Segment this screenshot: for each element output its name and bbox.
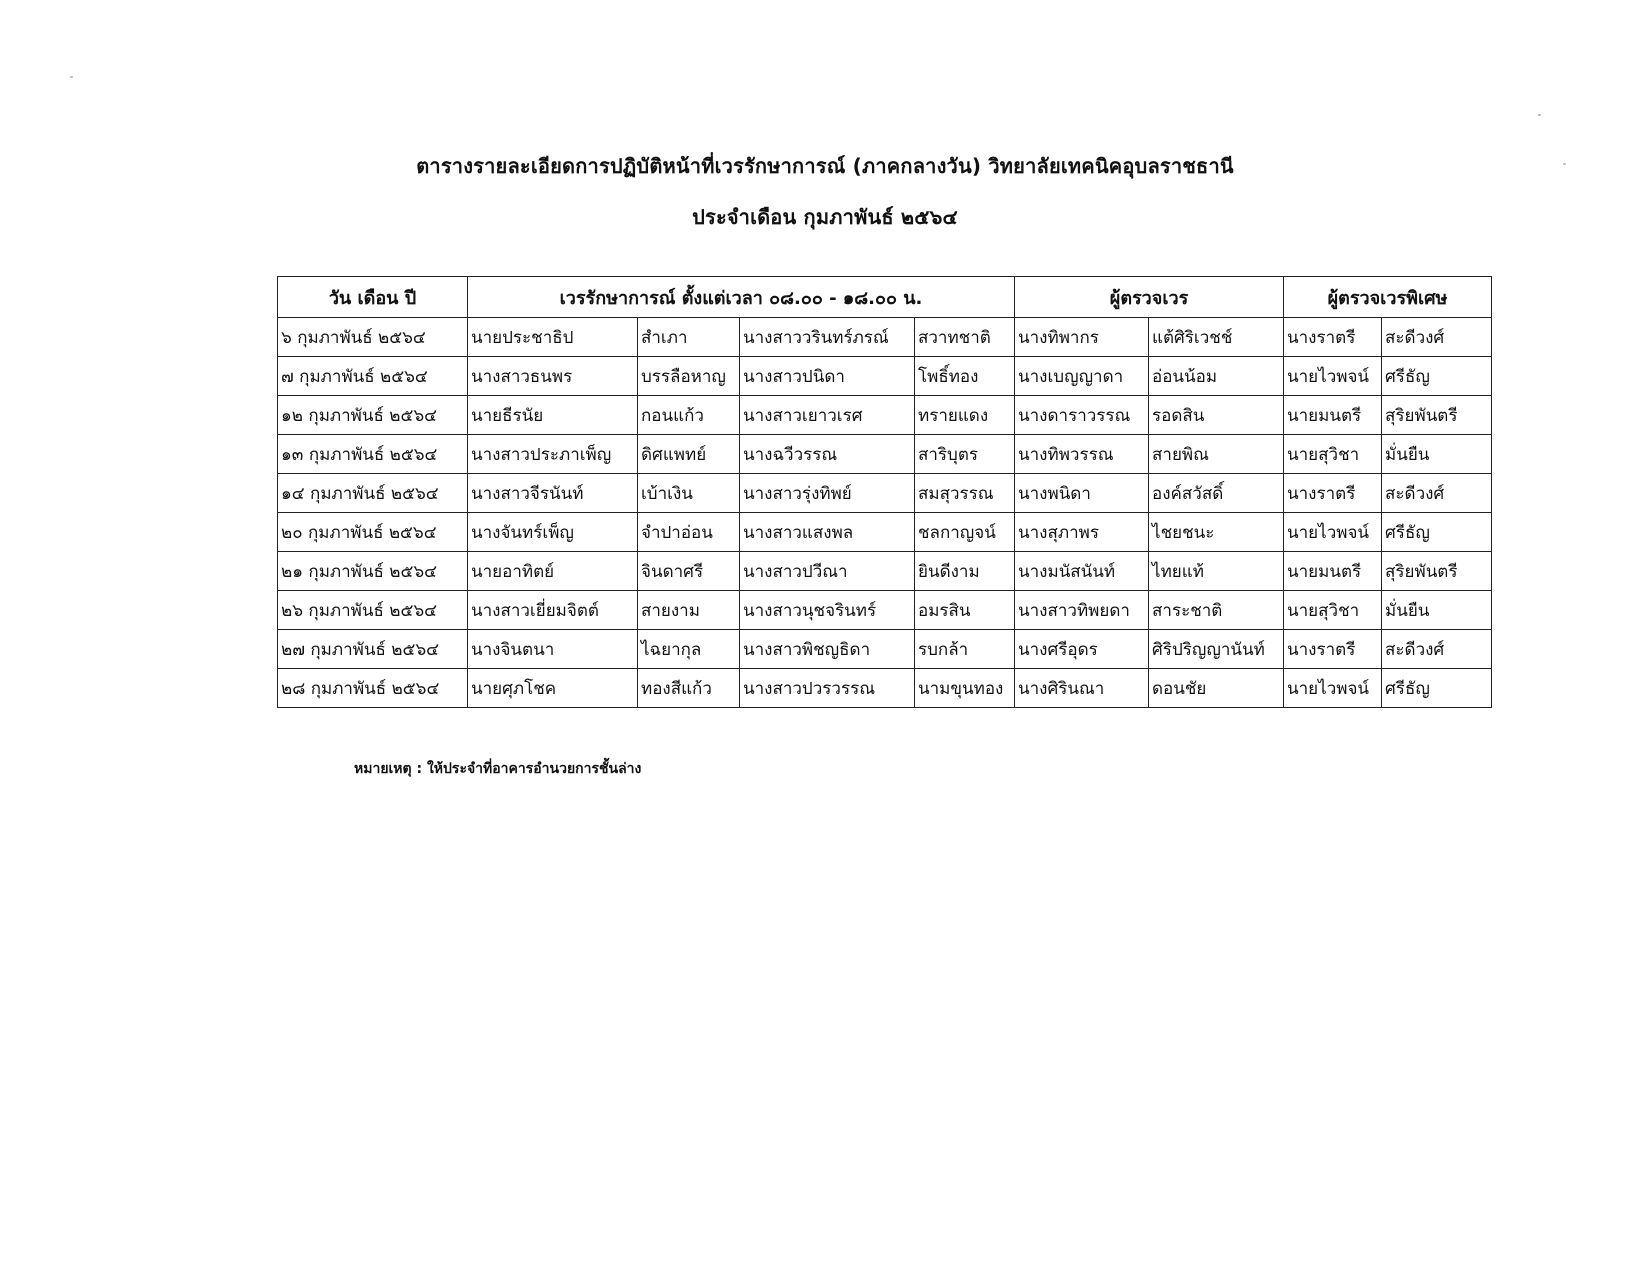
header-date: วัน เดือน ปี [278,277,468,318]
special-inspector-last-name: สุริยพันตรี [1382,552,1492,591]
inspector-first-name: นางมนัสนันท์ [1015,552,1149,591]
duty-schedule-table [277,276,1492,708]
scan-speck [70,76,73,78]
guard1-last-name: สำเภา [638,318,740,357]
page-title: ตารางรายละเอียดการปฏิบัติหน้าที่เวรรักษาการณ์ (ภาคกลางวัน) วิทยาลัยเทคนิคอุบลราชธานี [416,154,1234,178]
guard2-last-name: สมสุวรรณ [915,474,1015,513]
guard1-last-name: กอนแก้ว [638,396,740,435]
inspector-first-name: นางเบญญาดา [1015,357,1149,396]
inspector-first-name: นางศรีอุดร [1015,630,1149,669]
special-inspector-last-name: มั่นยืน [1382,591,1492,630]
guard2-last-name: ชลกาญจน์ [915,513,1015,552]
guard2-first-name: นางสาวปวรวรรณ [740,669,915,708]
guard1-first-name: นางจินตนา [468,630,638,669]
special-inspector-last-name: สะดีวงศ์ [1382,630,1492,669]
inspector-last-name: องค์สวัสดิ์ [1149,474,1284,513]
inspector-first-name: นางพนิดา [1015,474,1149,513]
guard1-last-name: ดิศแพทย์ [638,435,740,474]
inspector-first-name: นางสุภาพร [1015,513,1149,552]
table-row [278,357,1492,396]
guard1-last-name: จำปาอ่อน [638,513,740,552]
inspector-last-name: ศิริปริญญานันท์ [1149,630,1284,669]
guard1-last-name: ไฉยากุล [638,630,740,669]
guard1-first-name: นายธีรนัย [468,396,638,435]
inspector-last-name: ไชยชนะ [1149,513,1284,552]
guard2-last-name: รบกล้า [915,630,1015,669]
inspector-last-name: สาระชาติ [1149,591,1284,630]
table-row [278,552,1492,591]
special-inspector-last-name: สุริยพันตรี [1382,396,1492,435]
footnote: หมายเหตุ : ให้ประจำที่อาคารอำนวยการชั้นล่าง [354,761,642,777]
guard1-first-name: นางสาวประภาเพ็ญ [468,435,638,474]
inspector-last-name: รอดสิน [1149,396,1284,435]
guard2-first-name: นางสาวปวีณา [740,552,915,591]
inspector-last-name: ดอนชัย [1149,669,1284,708]
date-cell: ๒๘ กุมภาพันธ์ ๒๕๖๔ [278,669,468,708]
date-cell: ๒๑ กุมภาพันธ์ ๒๕๖๔ [278,552,468,591]
inspector-last-name: สายพิณ [1149,435,1284,474]
guard1-first-name: นายศุภโชค [468,669,638,708]
inspector-first-name: นางสาวทิพยดา [1015,591,1149,630]
guard2-last-name: โพธิ์ทอง [915,357,1015,396]
special-inspector-last-name: สะดีวงศ์ [1382,474,1492,513]
special-inspector-last-name: ศรีธัญ [1382,513,1492,552]
table-header-row [278,277,1492,318]
guard1-first-name: นางสาวจีรนันท์ [468,474,638,513]
guard1-first-name: นางสาวเยี่ยมจิตต์ [468,591,638,630]
special-inspector-last-name: ศรีธัญ [1382,357,1492,396]
date-cell: ๒๗ กุมภาพันธ์ ๒๕๖๔ [278,630,468,669]
special-inspector-first-name: นางราตรี [1284,630,1382,669]
scan-speck [1538,114,1541,116]
guard2-last-name: ยินดีงาม [915,552,1015,591]
guard1-first-name: นางสาวธนพร [468,357,638,396]
guard2-last-name: อมรสิน [915,591,1015,630]
guard2-first-name: นางสาวรุ่งทิพย์ [740,474,915,513]
guard2-last-name: ทรายแดง [915,396,1015,435]
inspector-first-name: นางดาราวรรณ [1015,396,1149,435]
guard2-first-name: นางฉวีวรรณ [740,435,915,474]
inspector-first-name: นางทิพากร [1015,318,1149,357]
guard2-last-name: สวาทชาติ [915,318,1015,357]
guard1-first-name: นายอาทิตย์ [468,552,638,591]
guard2-first-name: นางสาวพิชญธิดา [740,630,915,669]
header-guard: เวรรักษาการณ์ ตั้งแต่เวลา ๐๘.๐๐ - ๑๘.๐๐ น. [468,277,1015,318]
inspector-last-name: ไทยแท้ [1149,552,1284,591]
guard2-first-name: นางสาววรินทร์ภรณ์ [740,318,915,357]
guard2-last-name: สาริบุตร [915,435,1015,474]
inspector-last-name: อ่อนน้อม [1149,357,1284,396]
date-cell: ๑๒ กุมภาพันธ์ ๒๕๖๔ [278,396,468,435]
inspector-first-name: นางทิพวรรณ [1015,435,1149,474]
guard2-first-name: นางสาวนุชจรินทร์ [740,591,915,630]
date-cell: ๒๖ กุมภาพันธ์ ๒๕๖๔ [278,591,468,630]
special-inspector-first-name: นายมนตรี [1284,552,1382,591]
special-inspector-last-name: สะดีวงศ์ [1382,318,1492,357]
guard1-first-name: นายประชาธิป [468,318,638,357]
inspector-last-name: แต้ศิริเวชช์ [1149,318,1284,357]
guard2-first-name: นางสาวแสงพล [740,513,915,552]
special-inspector-first-name: นายสุวิชา [1284,591,1382,630]
date-cell: ๖ กุมภาพันธ์ ๒๕๖๔ [278,318,468,357]
special-inspector-first-name: นายไวพจน์ [1284,513,1382,552]
guard2-first-name: นางสาวเยาวเรศ [740,396,915,435]
special-inspector-first-name: นายสุวิชา [1284,435,1382,474]
date-cell: ๒๐ กุมภาพันธ์ ๒๕๖๔ [278,513,468,552]
special-inspector-first-name: นางราตรี [1284,318,1382,357]
guard1-last-name: สายงาม [638,591,740,630]
header-inspector: ผู้ตรวจเวร [1015,277,1284,318]
table-row [278,396,1492,435]
table-row [278,591,1492,630]
guard1-last-name: ทองสีแก้ว [638,669,740,708]
page-subtitle: ประจำเดือน กุมภาพันธ์ ๒๕๖๔ [692,205,958,229]
header-special-inspector: ผู้ตรวจเวรพิเศษ [1284,277,1492,318]
date-cell: ๗ กุมภาพันธ์ ๒๕๖๔ [278,357,468,396]
guard1-last-name: เบ้าเงิน [638,474,740,513]
guard1-first-name: นางจันทร์เพ็ญ [468,513,638,552]
date-cell: ๑๔ กุมภาพันธ์ ๒๕๖๔ [278,474,468,513]
special-inspector-last-name: ศรีธัญ [1382,669,1492,708]
guard1-last-name: บรรลือหาญ [638,357,740,396]
table-row [278,513,1492,552]
guard1-last-name: จินดาศรี [638,552,740,591]
special-inspector-first-name: นายมนตรี [1284,396,1382,435]
table-row [278,474,1492,513]
date-cell: ๑๓ กุมภาพันธ์ ๒๕๖๔ [278,435,468,474]
table-row [278,669,1492,708]
inspector-first-name: นางศิรินณา [1015,669,1149,708]
special-inspector-first-name: นายไวพจน์ [1284,669,1382,708]
special-inspector-first-name: นางราตรี [1284,474,1382,513]
guard2-first-name: นางสาวปนิดา [740,357,915,396]
table-row [278,435,1492,474]
special-inspector-first-name: นายไวพจน์ [1284,357,1382,396]
table-row [278,630,1492,669]
guard2-last-name: นามขุนทอง [915,669,1015,708]
special-inspector-last-name: มั่นยืน [1382,435,1492,474]
table-row [278,318,1492,357]
